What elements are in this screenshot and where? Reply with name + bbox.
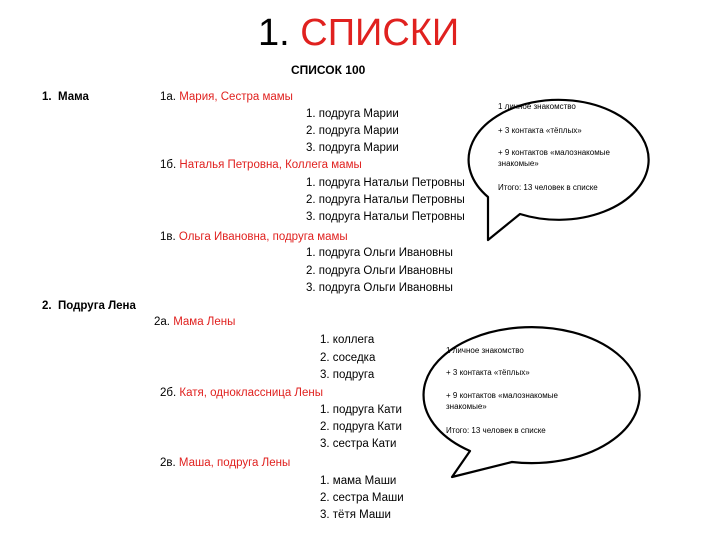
list-item: 2. подруга Марии: [306, 125, 399, 137]
bubble-1-line-3: + 9 контактов «малознакомые: [498, 148, 610, 157]
group-heading-2c: 2в. Маша, подруга Лены: [160, 457, 291, 469]
list-item: 2. соседка: [320, 352, 376, 364]
list-item: 1. подруга Натальи Петровны: [306, 177, 465, 189]
list-item: 3. сестра Кати: [320, 438, 397, 450]
group-heading-2a: 2а. Мама Лены: [154, 316, 236, 328]
list-item: 3. тётя Маши: [320, 509, 391, 521]
group-heading-2b: 2б. Катя, одноклассница Лены: [160, 387, 323, 399]
list-item: 1. мама Маши: [320, 475, 397, 487]
bubble-1-total: Итого: 13 человек в списке: [498, 183, 598, 192]
bubble-2-line-3: + 9 контактов «малознакомые: [446, 391, 558, 400]
list-item: 2. сестра Маши: [320, 492, 404, 504]
bubble-1-line-1: 1 личное знакомство: [498, 102, 576, 111]
group-heading-1b: 1б. Наталья Петровна, Коллега мамы: [160, 159, 362, 171]
section-heading-1: 1. Мама: [42, 91, 89, 103]
list-item: 2. подруга Ольги Ивановны: [306, 265, 453, 277]
section-heading-2: 2. Подруга Лена: [42, 300, 136, 312]
list-item: 1. подруга Ольги Ивановны: [306, 247, 453, 259]
list-item: 2. подруга Натальи Петровны: [306, 194, 465, 206]
list-item: 1. коллега: [320, 334, 375, 346]
list-item: 3. подруга Натальи Петровны: [306, 211, 465, 223]
group-heading-1a: 1а. Мария, Сестра мамы: [160, 91, 293, 103]
list-item: 1. подруга Марии: [306, 108, 399, 120]
list-item: 2. подруга Кати: [320, 421, 402, 433]
bubble-2-total: Итого: 13 человек в списке: [446, 426, 546, 435]
title-word: СПИСКИ: [300, 12, 460, 54]
bubble-1-line-4: знакомые»: [498, 159, 539, 168]
bubble-2-line-2: + 3 контакта «тёплых»: [446, 368, 530, 377]
bubble-2-line-1: 1 личное знакомство: [446, 346, 524, 355]
bubble-2-line-4: знакомые»: [446, 402, 487, 411]
title-number: 1.: [258, 12, 290, 54]
speech-bubble-1: [469, 100, 649, 240]
list-item: 3. подруга Ольги Ивановны: [306, 282, 453, 294]
list-subtitle: СПИСОК 100: [291, 63, 366, 77]
list-item: 3. подруга Марии: [306, 142, 399, 154]
list-item: 3. подруга: [320, 369, 375, 381]
bubble-1-line-2: + 3 контакта «тёплых»: [498, 126, 582, 135]
list-item: 1. подруга Кати: [320, 404, 402, 416]
group-heading-1c: 1в. Ольга Ивановна, подруга мамы: [160, 231, 348, 243]
